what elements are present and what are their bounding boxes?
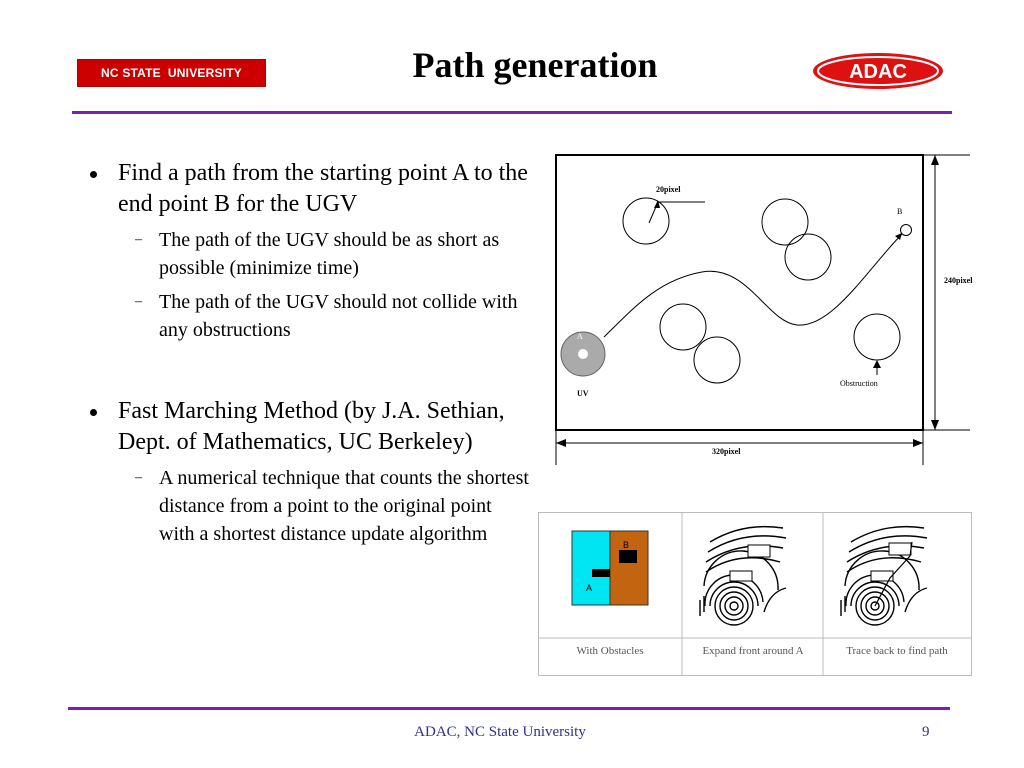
fast-marching-figure	[538, 512, 972, 676]
adac-logo-text: ADAC	[849, 61, 907, 83]
bullet-dot	[90, 409, 97, 416]
radius-label: 20pixel	[656, 185, 681, 194]
caption-expand-front: Expand front around A	[702, 645, 804, 657]
bullet-list	[90, 158, 530, 548]
sub-bullet-text: The path of the UGV should not collide with any obstructions	[159, 291, 518, 341]
dash-marker: –	[135, 232, 142, 247]
field-border	[556, 155, 923, 430]
dash-marker: –	[135, 470, 142, 485]
width-label: 320pixel	[712, 447, 741, 456]
dash-marker: –	[135, 294, 142, 309]
sub-bullet-text: The path of the UGV should be as short as possible (minimize time)	[159, 229, 500, 279]
bullet-item	[90, 396, 530, 458]
start-point-a	[578, 349, 588, 359]
sub-bullet-text: A numerical technique that counts the shortest distance from a point to the original point with a shortest distance update algorithm	[159, 467, 529, 545]
slide-title: Path generation	[412, 45, 658, 85]
caption-trace-back: Trace back to find path	[846, 645, 948, 657]
footer-divider	[68, 707, 950, 710]
fmm-point-b: B	[623, 540, 630, 550]
title-divider	[72, 111, 952, 114]
page-number: 9	[922, 724, 930, 740]
footer-text: ADAC, NC State University	[414, 724, 586, 740]
uv-label: UV	[577, 389, 589, 398]
sub-bullet-item	[90, 226, 530, 282]
caption-with-obstacles: With Obstacles	[576, 645, 644, 657]
obstruction-label: Obstruction	[840, 379, 878, 388]
adac-logo	[812, 52, 944, 90]
sub-bullet-item	[90, 288, 530, 344]
fmm-point-a: A	[586, 583, 593, 593]
bullet-item	[90, 158, 530, 220]
point-a-label: A	[577, 332, 583, 341]
height-label: 240pixel	[944, 276, 973, 285]
panel-with-obstacles	[572, 531, 648, 605]
bullet-text: Fast Marching Method (by J.A. Sethian, Dept. of Mathematics, UC Berkeley)	[118, 398, 505, 455]
environment-diagram	[552, 150, 986, 468]
bullet-text: Find a path from the starting point A to the end point B for the UGV	[118, 160, 528, 217]
bullet-dot	[90, 171, 97, 178]
point-b-label: B	[897, 207, 903, 216]
sub-bullet-item	[90, 464, 530, 548]
ncsu-logo-text: NC STATE UNIVERSITY	[101, 66, 242, 80]
